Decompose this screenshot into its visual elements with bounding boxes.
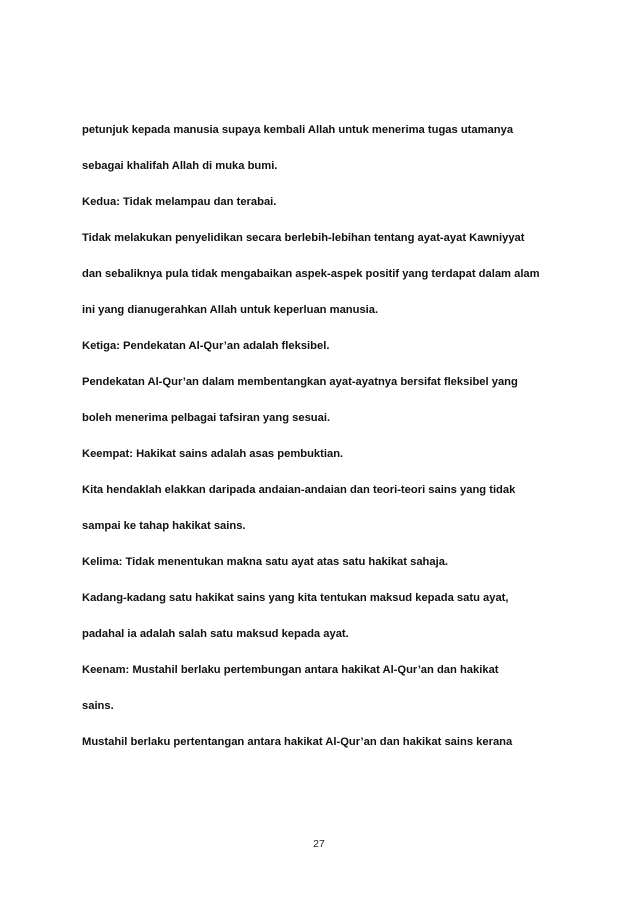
paragraph: sampai ke tahap hakikat sains.	[82, 520, 246, 532]
paragraph: Keempat: Hakikat sains adalah asas pembuktian.	[82, 448, 344, 460]
paragraph: padahal ia adalah salah satu maksud kepada ayat.	[82, 628, 349, 640]
paragraph: Keenam: Mustahil berlaku pertembungan antara hakikat Al-Qur’an dan hakikat	[82, 664, 499, 676]
paragraph: Tidak melakukan penyelidikan secara berlebih-lebihan tentang ayat-ayat Kawniyyat	[82, 232, 525, 244]
paragraph: Ketiga: Pendekatan Al-Qur’an adalah fleksibel.	[82, 340, 330, 352]
paragraph: Kedua: Tidak melampau dan terabai.	[82, 196, 277, 208]
paragraph: dan sebaliknya pula tidak mengabaikan aspek-aspek positif yang terdapat dalam alam	[82, 268, 540, 280]
page-number: 27	[313, 838, 325, 850]
paragraph: Kadang-kadang satu hakikat sains yang kita tentukan maksud kepada satu ayat,	[82, 592, 509, 604]
paragraph: sains.	[82, 700, 114, 712]
paragraph: petunjuk kepada manusia supaya kembali Allah untuk menerima tugas utamanya	[82, 124, 514, 136]
paragraph: Pendekatan Al-Qur’an dalam membentangkan ayat-ayatnya bersifat fleksibel yang	[82, 376, 518, 388]
paragraph: ini yang dianugerahkan Allah untuk keperluan manusia.	[82, 304, 379, 316]
paragraph: Kelima: Tidak menentukan makna satu ayat atas satu hakikat sahaja.	[82, 556, 449, 568]
body-text	[82, 120, 548, 768]
paragraph: Kita hendaklah elakkan daripada andaian-andaian dan teori-teori sains yang tidak	[82, 484, 516, 496]
paragraph: sebagai khalifah Allah di muka bumi.	[82, 160, 278, 172]
paragraph: boleh menerima pelbagai tafsiran yang sesuai.	[82, 412, 331, 424]
paragraph: Mustahil berlaku pertentangan antara hakikat Al-Qur’an dan hakikat sains kerana	[82, 736, 513, 748]
